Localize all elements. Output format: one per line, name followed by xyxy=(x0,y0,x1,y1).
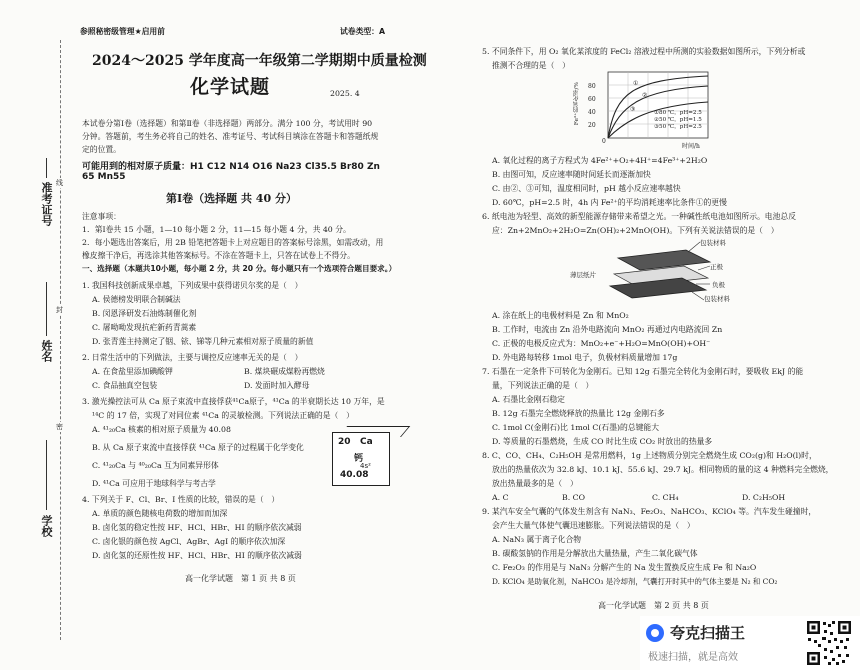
label-negative: 负极 xyxy=(712,281,725,289)
y-axis-label: Fe²⁺的氧化率/% xyxy=(574,82,580,126)
option: A. 侯德榜发明联合制碱法 xyxy=(92,295,181,304)
option: D. ⁴¹Ca 可应用于地球科学与考古学 xyxy=(92,479,216,488)
school-blank xyxy=(46,440,47,510)
option: B. 煤块碾成煤粉再燃烧 xyxy=(244,367,325,376)
atomic-number: 20 xyxy=(338,437,351,447)
legend-item: ①80 ℃，pH=2.5 xyxy=(654,110,702,116)
question-8-cont: 放出热量最多的是（ ） xyxy=(492,479,578,488)
option: D. C₂H₅OH xyxy=(742,493,786,502)
binding-line xyxy=(60,40,61,640)
label-school: 学校 xyxy=(40,515,53,537)
note-line: 橡皮擦干净后，再选涂其他答案标号。不涂在答题卡上，只答在试卷上不得分。 xyxy=(82,251,355,260)
question-3: 3. 激光操控法可从 Ca 原子束流中直接俘获⁴¹Ca原子，⁴¹Ca 的半衰期长达 10 万年，是 xyxy=(82,397,385,406)
option: D. 卤化氢的还原性按 HF、HCl、HBr、HI 的顺序依次减弱 xyxy=(92,551,302,560)
label-packaging-top: 包装材料 xyxy=(700,239,726,247)
option: C. ⁴¹₂₀Ca 与 ⁴⁰₂₀Ca 互为同素异形体 xyxy=(92,461,219,470)
option: C. CH₄ xyxy=(652,493,679,502)
option: A. 涂在纸上的电极材料是 Zn 和 MnO₂ xyxy=(492,311,629,320)
option: D. 发面时加入酵母 xyxy=(244,381,310,390)
confidential-header: 参照秘密级管理★启用前 xyxy=(80,27,165,36)
x-tick: 0 xyxy=(602,138,606,145)
option: C. 食品抽真空包装 xyxy=(92,381,158,390)
option: D. KClO₄ 是助氧化剂，NaHCO₃ 是冷却剂，气囊打开时其中的气体主要是 N₂ 和 CO₂ xyxy=(492,577,778,586)
question-9-cont: 会产生大量气体使气囊迅速膨胀。下列说法错误的是（ ） xyxy=(492,521,695,530)
curve-label: ① xyxy=(633,80,639,87)
paper-type: 试卷类型：A xyxy=(340,27,386,36)
note-line: 1．第Ⅰ卷共 15 小题，1—10 每小题 2 分，11—15 每小题 4 分，共 40 分。 xyxy=(82,225,351,234)
question-4: 4. 下列关于 F、Cl、Br、I 性质的比较，错误的是（ ） xyxy=(82,495,280,504)
y-tick: 40 xyxy=(588,109,596,116)
question-9: 9. 某汽车安全气囊的气体发生剂含有 NaN₃、Fe₂O₃、NaHCO₃、KClO₄ 等。汽车发生碰撞时， xyxy=(482,507,817,516)
question-8: 8. C、CO、CH₄、C₂H₅OH 是常用燃料，1g 上述物质分别完全燃烧生成 CO₂(g)和 H₂O(l)时， xyxy=(482,451,817,460)
x-axis-label: 时间/h xyxy=(682,143,700,150)
exam-title: 2024～2025 学年度高一年级第二学期期中质量检测 xyxy=(92,53,427,69)
option: B. 闵恩泽研发石油炼制催化剂 xyxy=(92,309,197,318)
option: C. 卤化银的颜色按 AgCl、AgBr、AgI 的顺序依次加深 xyxy=(92,537,286,546)
atomic-mass: 40.08 xyxy=(340,470,369,480)
atomic-masses-cont: 65 Mn55 xyxy=(82,172,126,182)
option: A. C xyxy=(492,493,509,502)
question-7-cont: 量，下列说法正确的是（ ） xyxy=(492,381,594,390)
question-8-cont: 放出的热量依次为 32.8 kJ、10.1 kJ、55.6 kJ、29.7 kJ。相同物质的量的这 4 种燃料完全燃烧， xyxy=(492,465,834,474)
question-2: 2. 日常生活中的下列做法，主要与调控反应速率无关的是（ ） xyxy=(82,353,303,362)
option: A. ⁴¹₂₀Ca 核素的相对原子质量为 40.08 xyxy=(92,425,231,434)
intro-line: 分钟。答题前，考生务必将自己的姓名、准考证号、考试科目填涂在答题卡和答题纸规 xyxy=(82,132,379,141)
y-tick: 60 xyxy=(588,96,596,103)
option: D. 等质量的石墨燃烧，生成 CO 时比生成 CO₂ 时放出的热量多 xyxy=(492,437,713,446)
option: A. 在食盐里添加碘酸钾 xyxy=(92,367,173,376)
subject-title: 化学试题 xyxy=(190,76,271,98)
question-6: 6. 纸电池为轻型、高效的新型能源存储带来希望之光。一种碱性纸电池如图所示。电池总反 xyxy=(482,212,796,221)
element-name: 钙 xyxy=(354,454,364,464)
question-6-cont: 应：Zn+2MnO₂+2H₂O=Zn(OH)₂+2MnO(OH)。下列有关说法错误的是（ ） xyxy=(492,226,779,235)
y-tick: 80 xyxy=(588,83,596,90)
intro-line: 定的位置。 xyxy=(82,145,121,154)
curve-label: ③ xyxy=(630,106,636,113)
mark-line: 线 xyxy=(56,179,63,187)
option: B. 碳酸氢钠的作用是分解放出大量热量，产生二氧化碳气体 xyxy=(492,549,698,558)
mark-seal: 封 xyxy=(56,306,63,314)
option: C. 1mol C(金刚石)比 1mol C(石墨)的总键能大 xyxy=(492,423,660,432)
option: C. 由②、③可知，温度相同时，pH 越小反应速率越快 xyxy=(492,184,681,193)
top-packaging xyxy=(618,250,710,270)
option: A. NaN₃ 属于离子化合物 xyxy=(492,535,582,544)
option: A. 单质的颜色随核电荷数的增加而加深 xyxy=(92,509,228,518)
option: C. 正极的电极反应式为：MnO₂+e⁻+H₂O=MnO(OH)+OH⁻ xyxy=(492,339,711,348)
option: B. CO xyxy=(562,493,586,502)
label-packaging-bottom: 包装材料 xyxy=(704,295,730,303)
label-exam-number: 准考证号 xyxy=(40,182,53,226)
question-5-cont: 推测不合理的是（ ） xyxy=(492,61,570,70)
quark-logo-icon xyxy=(646,624,664,642)
bottom-packaging xyxy=(610,278,706,298)
option: B. 从 Ca 原子束流中直接俘获 ⁴¹Ca 原子的过程属于化学变化 xyxy=(92,443,304,452)
page-footer: 高一化学试题 第 2 页 共 8 页 xyxy=(598,601,709,610)
option: A. 石墨比金刚石稳定 xyxy=(492,395,565,404)
question-7: 7. 石墨在一定条件下可转化为金刚石。已知 12g 石墨完全转化为金刚石时，要吸收 EkJ 的能 xyxy=(482,367,804,376)
atomic-masses: 可能用到的相对原子质量：H1 C12 N14 O16 Na23 Cl35.5 Br80 Zn xyxy=(82,162,380,172)
question-3-cont: ¹⁴C 的 17 倍，实现了对同位素 ⁴¹Ca 的灵敏检测。下列说法正确的是（ ） xyxy=(92,411,354,420)
option: C. Fe₂O₃ 的作用是与 NaN₃ 分解产生的 Na 发生置换反应生成 Fe 和 Na₂O xyxy=(492,563,757,572)
label-name: 姓名 xyxy=(40,340,53,362)
notes-title: 注意事项： xyxy=(82,212,121,221)
option: A. 氧化过程的离子方程式为 4Fe²⁺+O₂+4H⁺=4Fe³⁺+2H₂O xyxy=(492,156,708,165)
exam-number-blank xyxy=(46,158,47,178)
note-line: 2．每小题选出答案后，用 2B 铅笔把答题卡上对应题目的答案标号涂黑，如需改动，用 xyxy=(82,238,384,247)
curve-label: ② xyxy=(642,92,648,99)
option: D. 张青莲主持测定了铟、铱、锑等几种元素相对原子质量的新值 xyxy=(92,337,314,346)
y-tick: 20 xyxy=(588,122,596,129)
intro-line: 本试卷分第Ⅰ卷（选择题）和第Ⅱ卷（非选择题）两部分。满分 100 分，考试用时 90 xyxy=(82,119,373,128)
oxidation-rate-graph xyxy=(580,68,715,150)
page-two xyxy=(430,0,860,670)
option: C. 屠呦呦发现抗疟新药青蒿素 xyxy=(92,323,197,332)
exam-date: 2025. 4 xyxy=(330,89,360,98)
qr-code-icon xyxy=(806,620,852,666)
legend-item: ②50 ℃，pH=1.5 xyxy=(654,117,702,123)
option: B. 卤化氢的稳定性按 HF、HCl、HBr、HI 的顺序依次减弱 xyxy=(92,523,302,532)
legend-item: ③50 ℃，pH=2.5 xyxy=(654,124,702,130)
element-symbol: Ca xyxy=(360,437,373,447)
name-blank xyxy=(46,282,47,336)
watermark-brand: 夸克扫描王 xyxy=(670,624,746,642)
scanner-watermark xyxy=(640,616,860,670)
label-paper: 薄层纸片 xyxy=(570,271,596,279)
option: D. 60℃，pH=2.5 时，4h 内 Fe²⁺的平均消耗速率比条件①的更慢 xyxy=(492,198,727,207)
watermark-slogan: 极速扫描，就是高效 xyxy=(648,652,738,663)
page-footer: 高一化学试题 第 1 页 共 8 页 xyxy=(185,574,296,583)
electron-config: 4s² xyxy=(360,462,371,470)
option: B. 由图可知，反应速率随时间延长而逐渐加快 xyxy=(492,170,651,179)
label-positive: 正极 xyxy=(710,263,723,271)
question-5: 5. 不同条件下，用 O₂ 氧化某浓度的 FeCl₂ 溶液过程中所测的实验数据如图所示，下列分析或 xyxy=(482,47,806,56)
question-1: 1. 我国科技创新成果卓越，下列成果中获得诺贝尔奖的是（ ） xyxy=(82,281,303,290)
option: B. 12g 石墨完全燃烧释放的热量比 12g 金刚石多 xyxy=(492,409,665,418)
mark-secret: 密 xyxy=(56,423,63,431)
section-title: 第Ⅰ卷（选择题 共 40 分） xyxy=(166,192,297,205)
option: D. 外电路每转移 1mol 电子，负极材料质量增加 17g xyxy=(492,353,678,362)
part-heading: 一、选择题（本题共10小题，每小题 2 分，共 20 分。每小题只有一个选项符合题目要求。） xyxy=(82,264,397,273)
option: B. 工作时，电流由 Zn 沿外电路流向 MnO₂ 再通过内电路流回 Zn xyxy=(492,325,723,334)
paper-battery-diagram xyxy=(600,240,720,306)
